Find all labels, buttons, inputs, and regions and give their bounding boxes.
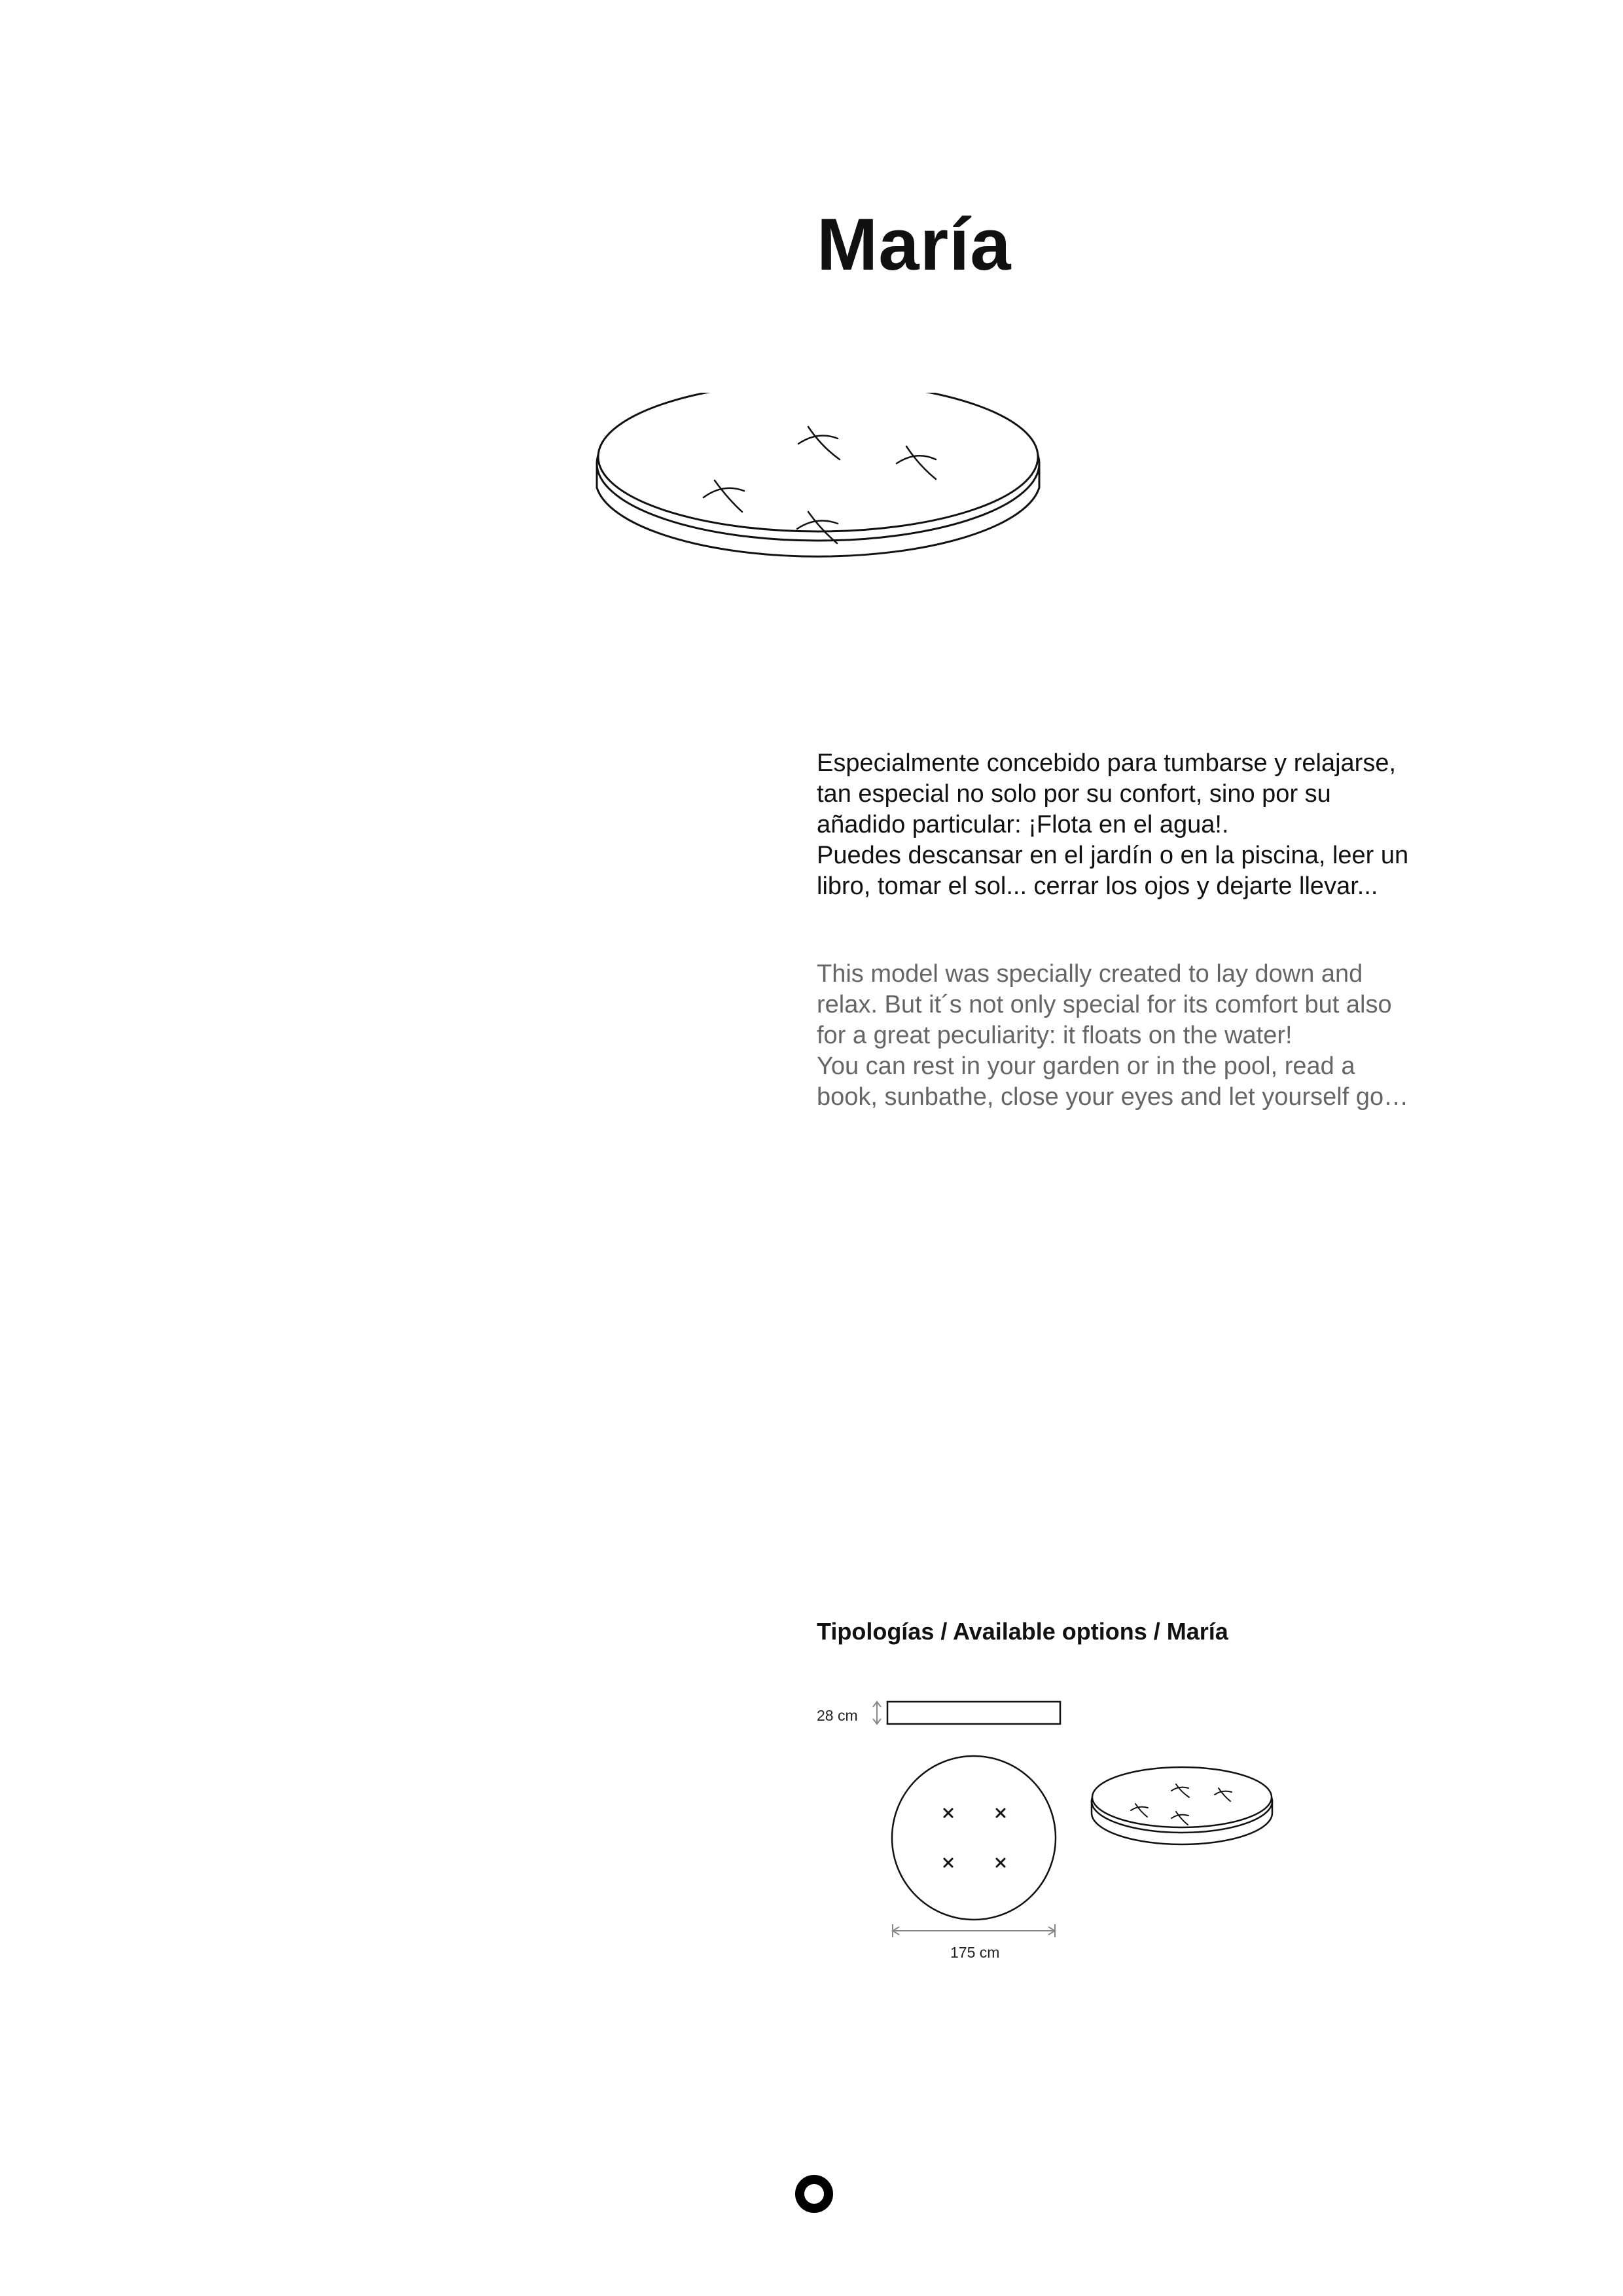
options-diagrams — [851, 1695, 1296, 1970]
perspective-view — [1092, 1767, 1272, 1844]
description-es-line: añadido particular: ¡Flota en el agua!. — [817, 811, 1229, 838]
description-en-line: relax. But it´s not only special for its comfort but also — [817, 991, 1392, 1018]
side-profile — [887, 1702, 1060, 1724]
options-heading: Tipologías / Available options / María — [817, 1618, 1228, 1645]
description-spanish — [817, 748, 1458, 902]
description-es-line: libro, tomar el sol... cerrar los ojos y dejarte llevar... — [817, 872, 1378, 900]
top-view-tufts — [944, 1809, 1005, 1867]
description-en-line: for a great peculiarity: it floats on the water! — [817, 1022, 1293, 1049]
width-arrow — [893, 1924, 1055, 1937]
height-arrow — [873, 1702, 881, 1724]
description-es-line: Puedes descansar en el jardín o en la piscina, leer un — [817, 842, 1409, 869]
height-dimension-label: 28 cm — [817, 1707, 858, 1724]
cushion-hero-illustration — [589, 393, 1047, 648]
width-dimension-label: 175 cm — [950, 1944, 1000, 1961]
description-english — [817, 959, 1458, 1113]
ring-icon — [793, 2173, 835, 2215]
product-title: María — [817, 204, 1012, 285]
description-en-line: You can rest in your garden or in the pool, read a — [817, 1052, 1355, 1080]
description-en-line: book, sunbathe, close your eyes and let yourself go… — [817, 1083, 1409, 1111]
description-es-line: tan especial no solo por su confort, sino por su — [817, 780, 1331, 808]
description-en-line: This model was specially created to lay down and — [817, 960, 1363, 988]
description-es-line: Especialmente concebido para tumbarse y relajarse, — [817, 749, 1397, 777]
top-view-circle — [892, 1756, 1056, 1920]
